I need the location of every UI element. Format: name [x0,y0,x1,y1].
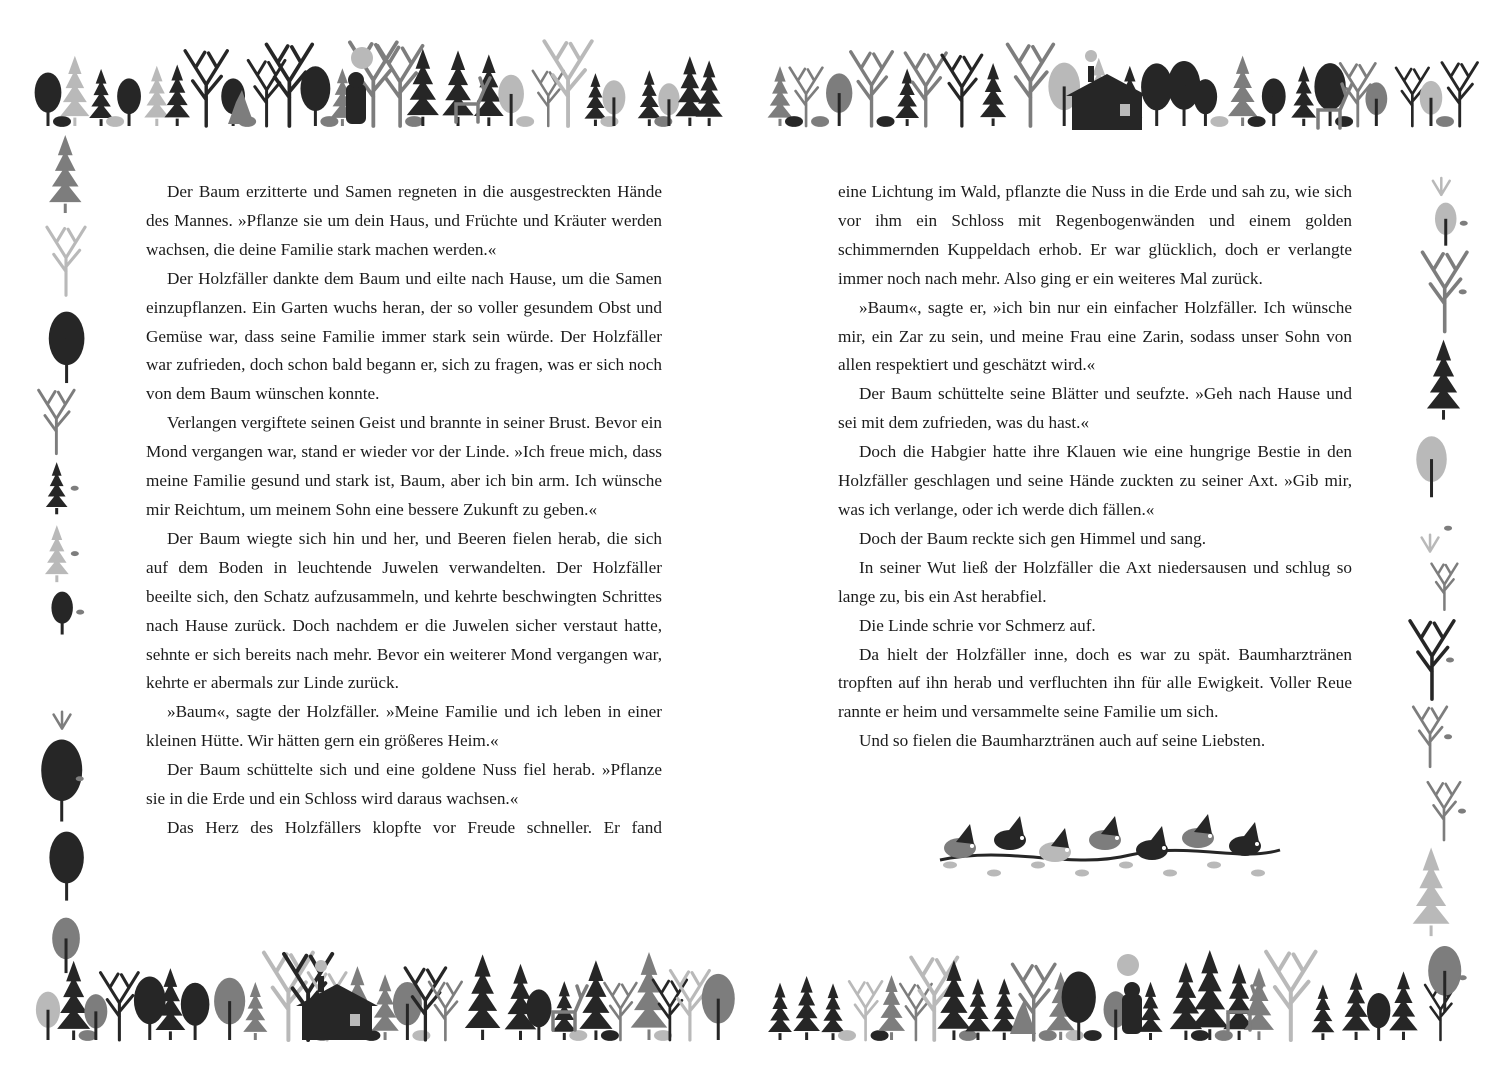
bird-eye [1255,842,1259,846]
pine-trunk-shape [1430,925,1433,936]
bush-shape [1335,116,1353,127]
bare-tree-shape [248,60,285,126]
pine-trunk-shape [1003,1033,1006,1040]
pine-trunk-shape [906,119,909,126]
pine-trunk-shape [1355,1032,1358,1040]
bird-wing [1101,816,1119,836]
left-paragraph-6: Der Baum schüttelte sich und eine goldene Nuss fiel herab. »Pflanze sie in die Erde und ein Schloss wird daraus wachsen.« [146,760,662,809]
pine-tree-shape [57,961,90,1029]
moon-shape [1117,954,1139,976]
cabin-chimney [1088,66,1094,82]
pine-tree-shape [1291,66,1316,118]
pine-trunk-shape [1184,1031,1187,1040]
bush-shape [877,116,895,127]
pine-trunk-shape [1238,1031,1241,1040]
pebble-shape [1444,526,1452,531]
left-paragraph-3: Verlangen vergiftete seinen Geist und brannte in seiner Brust. Bevor ein Mond vergangen war, stand er wieder vor der Linde. »Ich freue mich, dass meine Familie gesund und stark ist, Baum, aber ich bin arm. Ich wünsche mir Reichtum, um meinem Sohn eine bessere Zukunft zu geben.« [146,413,662,519]
bear-head [1124,982,1140,998]
chimney-smoke [315,960,327,972]
pine-tree-shape [45,525,69,574]
round-tree-trunk [65,938,68,973]
pine-trunk-shape [1059,1032,1062,1040]
bare-tree-shape [1266,952,1315,1040]
bush-shape [600,116,618,127]
leaf-shape [1251,870,1265,877]
bush-shape [1248,116,1266,127]
pine-trunk-shape [176,119,179,126]
pine-trunk-shape [1208,1029,1211,1040]
moon-shape [351,47,373,69]
leaf-shape [987,870,1001,877]
bush-shape [53,116,71,127]
pine-tree-shape [675,56,704,116]
pebble-shape [1446,657,1454,662]
pine-trunk-shape [519,1031,522,1040]
round-tree-trunk [1155,87,1158,126]
pine-trunk-shape [1257,1031,1260,1040]
pine-tree-shape [1138,982,1162,1032]
pine-tree-shape [991,978,1017,1031]
pine-trunk-shape [708,118,711,126]
pine-trunk-shape [1302,119,1305,126]
pebble-shape [71,551,79,556]
pine-tree-shape [552,981,576,1032]
pine-tree-shape [243,982,267,1032]
pine-trunk-shape [952,1030,955,1040]
pine-trunk-shape [1402,1032,1405,1040]
pine-tree-shape [821,983,845,1032]
bush-shape [106,116,124,127]
bare-tree-shape [185,51,227,126]
pine-trunk-shape [890,1032,893,1040]
leaf-shape [1031,862,1045,869]
right-paragraph-8: Da hielt der Holzfäller inne, doch es war zu spät. Baumharztränen tropften auf ihn herab und verfluchten ihn für alle Ewigkeit. Voller Reue rannte er heim und versammelte seine Familie um sich. [838,644,1352,722]
pine-trunk-shape [1241,118,1244,126]
leaf-shape [1075,870,1089,877]
pine-trunk-shape [1442,410,1445,420]
right-page-text [838,178,1352,756]
pebble-shape [76,610,84,615]
pine-tree-shape [1170,962,1202,1029]
bare-tree-shape [544,41,591,126]
pine-trunk-shape [73,118,76,126]
bird-wing [1241,822,1259,842]
right-paragraph-3: Der Baum schüttelte seine Blätter und seufzte. »Geh nach Hause und sei mit dem zufrieden, was du hast.« [838,384,1352,433]
bird-wing [1148,826,1166,846]
bird-eye [970,844,974,848]
round-tree-trunk [1183,85,1186,126]
pebble-shape [1458,809,1466,814]
bear-head [348,72,364,88]
round-tree-trunk [194,1004,197,1040]
pebble-shape [1444,734,1452,739]
pebble-shape [1459,289,1467,294]
pine-tree-shape [1311,984,1334,1032]
round-tree-trunk [1114,1010,1117,1040]
pine-tree-shape [465,954,501,1028]
leaf-shape [1163,870,1177,877]
bird-eye [1065,848,1069,852]
pine-tree-shape [60,56,89,116]
pine-tree-shape [965,978,991,1031]
bush-shape [1215,1030,1233,1041]
bird-eye [1208,834,1212,838]
round-tree-trunk [47,93,50,126]
pine-trunk-shape [563,1033,566,1040]
pine-tree-shape [49,135,81,202]
round-tree-trunk [1272,96,1275,126]
round-tree-trunk [61,608,64,635]
pine-trunk-shape [805,1032,808,1040]
round-tree-trunk [406,1004,409,1040]
bush-shape [1039,1030,1057,1041]
right-paragraph-7: Die Linde schrie vor Schmerz auf. [859,615,1096,635]
pine-trunk-shape [648,119,651,126]
bare-tree-shape [533,71,564,126]
bare-tree-shape [1428,782,1460,840]
round-tree-trunk [47,1010,50,1040]
left-paragraph-7: Das Herz des Holzfällers klopfte vor Freude schneller. Er fand [167,817,662,837]
cabin-window [1120,104,1130,116]
bush-shape [1210,116,1228,127]
pine-trunk-shape [55,575,58,582]
grass-tuft-shape [1422,535,1439,552]
pine-tree-shape [89,69,113,118]
pine-trunk-shape [155,119,158,126]
bush-shape [1084,1030,1102,1041]
round-tree-trunk [510,94,513,126]
grass-tuft-shape [1433,178,1450,195]
bird-wing [1194,814,1212,834]
round-tree-trunk [1377,1011,1380,1040]
left-page-text [146,178,662,843]
pebble-shape [71,486,79,491]
bare-tree-shape [1432,564,1458,610]
round-tree-trunk [717,999,720,1040]
bare-tree-shape [1008,44,1054,126]
right-paragraph-9: Und so fielen die Baumharztränen auch auf seine Liebsten. [859,731,1266,751]
bush-shape [79,1030,97,1041]
pine-tree-shape [793,976,820,1031]
round-tree-trunk [314,89,317,126]
round-tree-trunk [1204,97,1207,126]
right-paragraph-2: »Baum«, sagte er, »ich bin nur ein einfacher Holzfäller. Ich wünsche mir, ein Zar zu sein, und meine Frau eine Zarin, sodass unser Sohn von allen respektiert und geschätzt wird.« [838,297,1352,375]
round-tree-trunk [838,93,841,126]
pine-tree-shape [1228,56,1257,117]
round-tree-trunk [667,99,670,126]
pine-tree-shape [164,65,190,118]
round-tree-trunk [612,97,615,126]
leaf-shape [943,862,957,869]
bush-shape [871,1030,889,1041]
pine-trunk-shape [992,118,995,126]
bare-tree-shape [39,390,75,453]
round-tree-trunk [128,96,131,126]
cabin-wall [302,1004,372,1040]
left-paragraph-4: Der Baum wiegte sich hin und her, und Beeren fielen herab, die sich auf dem Boden in leuchtende Juwelen verwandelten. Der Holzfäller beeilte sich, den Schatz aufzusammeln, und kehrte beschwingten Schrittes nach Hause zurück. Doch nachdem er die Juwelen sicher verstaut hatte, sehnte er sich bereits nach mehr. Bevor ein weiterer Mond vergangen war, kehrte er abermals zur Linde zurück. [146,528,662,693]
pine-trunk-shape [100,119,103,126]
pine-trunk-shape [1321,1033,1324,1040]
bush-shape [1191,1030,1209,1041]
pine-tree-shape [144,66,169,118]
round-tree-trunk [228,1001,231,1040]
left-paragraph-2: Der Holzfäller dankte dem Baum und eilte nach Hause, um die Samen einzupflanzen. Ein Garten wuchs heran, der so voller gesundem Obst und Gemüse war, dass seine Familie immer stark sein würde. Der Holzfäller war zufrieden, doch schon bald begann er, sich zu fragen, was er sich noch von dem Baum wünschen konnte. [146,268,662,404]
right-paragraph-5: Doch der Baum reckte sich gen Himmel und sang. [859,528,1206,548]
bird-wing [1051,828,1069,848]
pine-trunk-shape [594,120,597,126]
bush-shape [1436,116,1454,127]
pine-trunk-shape [64,204,67,213]
right-paragraph-4: Doch die Habgier hatte ihre Klauen wie eine hungrige Bestie in den Holzfäller geschlagen und seine Hände zuckten zu seiner Axt. »Gib mir, was ich verlange, oder ich werde dich fällen.« [838,442,1352,519]
bare-tree-shape [429,982,462,1040]
bird-wing [1006,816,1024,836]
round-tree-trunk [1443,971,1446,1012]
cabin-chimney [318,976,324,992]
pine-trunk-shape [384,1032,387,1040]
bare-tree-shape [900,984,931,1040]
leaf-shape [1207,862,1221,869]
bird-wing [956,824,974,844]
bush-shape [811,116,829,127]
pine-tree-shape [695,60,722,116]
round-tree-trunk [1444,219,1447,246]
round-tree-trunk [1077,997,1080,1040]
pine-tree-shape [1427,340,1460,409]
pine-tree-shape [980,63,1006,117]
bare-tree-shape [1413,707,1447,767]
pine-trunk-shape [779,119,782,126]
pine-trunk-shape [55,508,58,514]
birds-vignette-illustration [930,810,1290,890]
left-paragraph-5: »Baum«, sagte der Holzfäller. »Meine Familie und ich leben in einer kleinen Hütte. Wir hätten gern ein größeres Heim.« [146,702,662,751]
bare-tree-shape [47,227,85,295]
round-tree-trunk [1430,459,1433,497]
pine-trunk-shape [832,1033,835,1040]
round-tree-trunk [65,338,68,383]
pine-tree-shape [1342,972,1370,1030]
bird-eye [1115,836,1119,840]
cabin-window [350,1014,360,1026]
round-tree-trunk [537,1008,540,1040]
pine-trunk-shape [421,117,424,126]
pine-trunk-shape [976,1033,979,1040]
round-tree-trunk [148,1000,151,1040]
bear-shape [1122,994,1142,1034]
pine-trunk-shape [779,1033,782,1040]
bird-eye [1020,836,1024,840]
bush-shape [838,1030,856,1041]
round-tree-trunk [65,858,68,901]
pine-tree-shape [895,69,919,118]
bush-shape [569,1030,587,1041]
bush-shape [601,1030,619,1041]
pebble-shape [1459,975,1467,980]
pine-trunk-shape [1149,1033,1152,1040]
pine-trunk-shape [647,1029,650,1040]
pine-tree-shape [1191,950,1228,1027]
round-tree-trunk [94,1011,97,1040]
chimney-smoke [1085,50,1097,62]
pine-trunk-shape [481,1030,484,1040]
grass-tuft-shape [54,712,71,729]
pine-trunk-shape [688,118,691,126]
bush-shape [1066,1030,1084,1041]
pine-tree-shape [46,462,68,507]
pine-tree-shape [1413,847,1450,923]
left-paragraph-1: Der Baum erzitterte und Samen regneten in die ausgestreckten Hände des Mannes. »Pflanze sie um dein Haus, und Früchte und Kräuter werden wachsen, die deine Familie stark machen werden.« [146,182,662,259]
pine-tree-shape [768,983,792,1032]
bear-shape [346,84,366,124]
bird-eye [1162,846,1166,850]
round-tree-trunk [1063,86,1066,126]
pine-tree-shape [407,49,439,115]
pebble-shape [1460,221,1468,226]
bush-shape [405,116,423,127]
round-tree-trunk [1429,98,1432,126]
pine-trunk-shape [254,1033,257,1040]
pine-tree-shape [768,66,793,118]
bush-shape [959,1030,977,1041]
right-paragraph-1: eine Lichtung im Wald, pflanzte die Nuss in die Erde und sah zu, wie sich vor ihm ein Schloss mit Regenbogenwänden und einem golden schimmernden Kuppeldach erhob. Er war glücklich, doch er verlangte immer noch nach mehr. Also ging er ein weiteres Mal zurück. [838,182,1352,288]
pine-tree-shape [638,70,661,118]
bush-shape [785,116,803,127]
round-tree-trunk [60,770,63,821]
pebble-shape [76,776,84,781]
pine-trunk-shape [487,117,490,126]
bush-shape [516,116,534,127]
bush-shape [412,1030,430,1041]
right-paragraph-6: In seiner Wut ließ der Holzfäller die Axt niedersausen und schlug so lange zu, bis ein Ast herabfiel. [838,557,1352,606]
bare-tree-shape [851,52,893,126]
leaf-shape [1119,862,1133,869]
round-tree-trunk [1329,87,1332,126]
round-tree-trunk [1375,99,1378,126]
pine-trunk-shape [72,1030,75,1040]
cabin-wall [1072,94,1142,130]
pine-trunk-shape [341,119,344,126]
pine-trunk-shape [169,1031,172,1040]
branch-line [940,850,1280,860]
pine-trunk-shape [594,1030,597,1040]
bare-tree-shape [942,55,982,126]
pine-tree-shape [1389,971,1418,1030]
pine-tree-shape [631,952,668,1028]
